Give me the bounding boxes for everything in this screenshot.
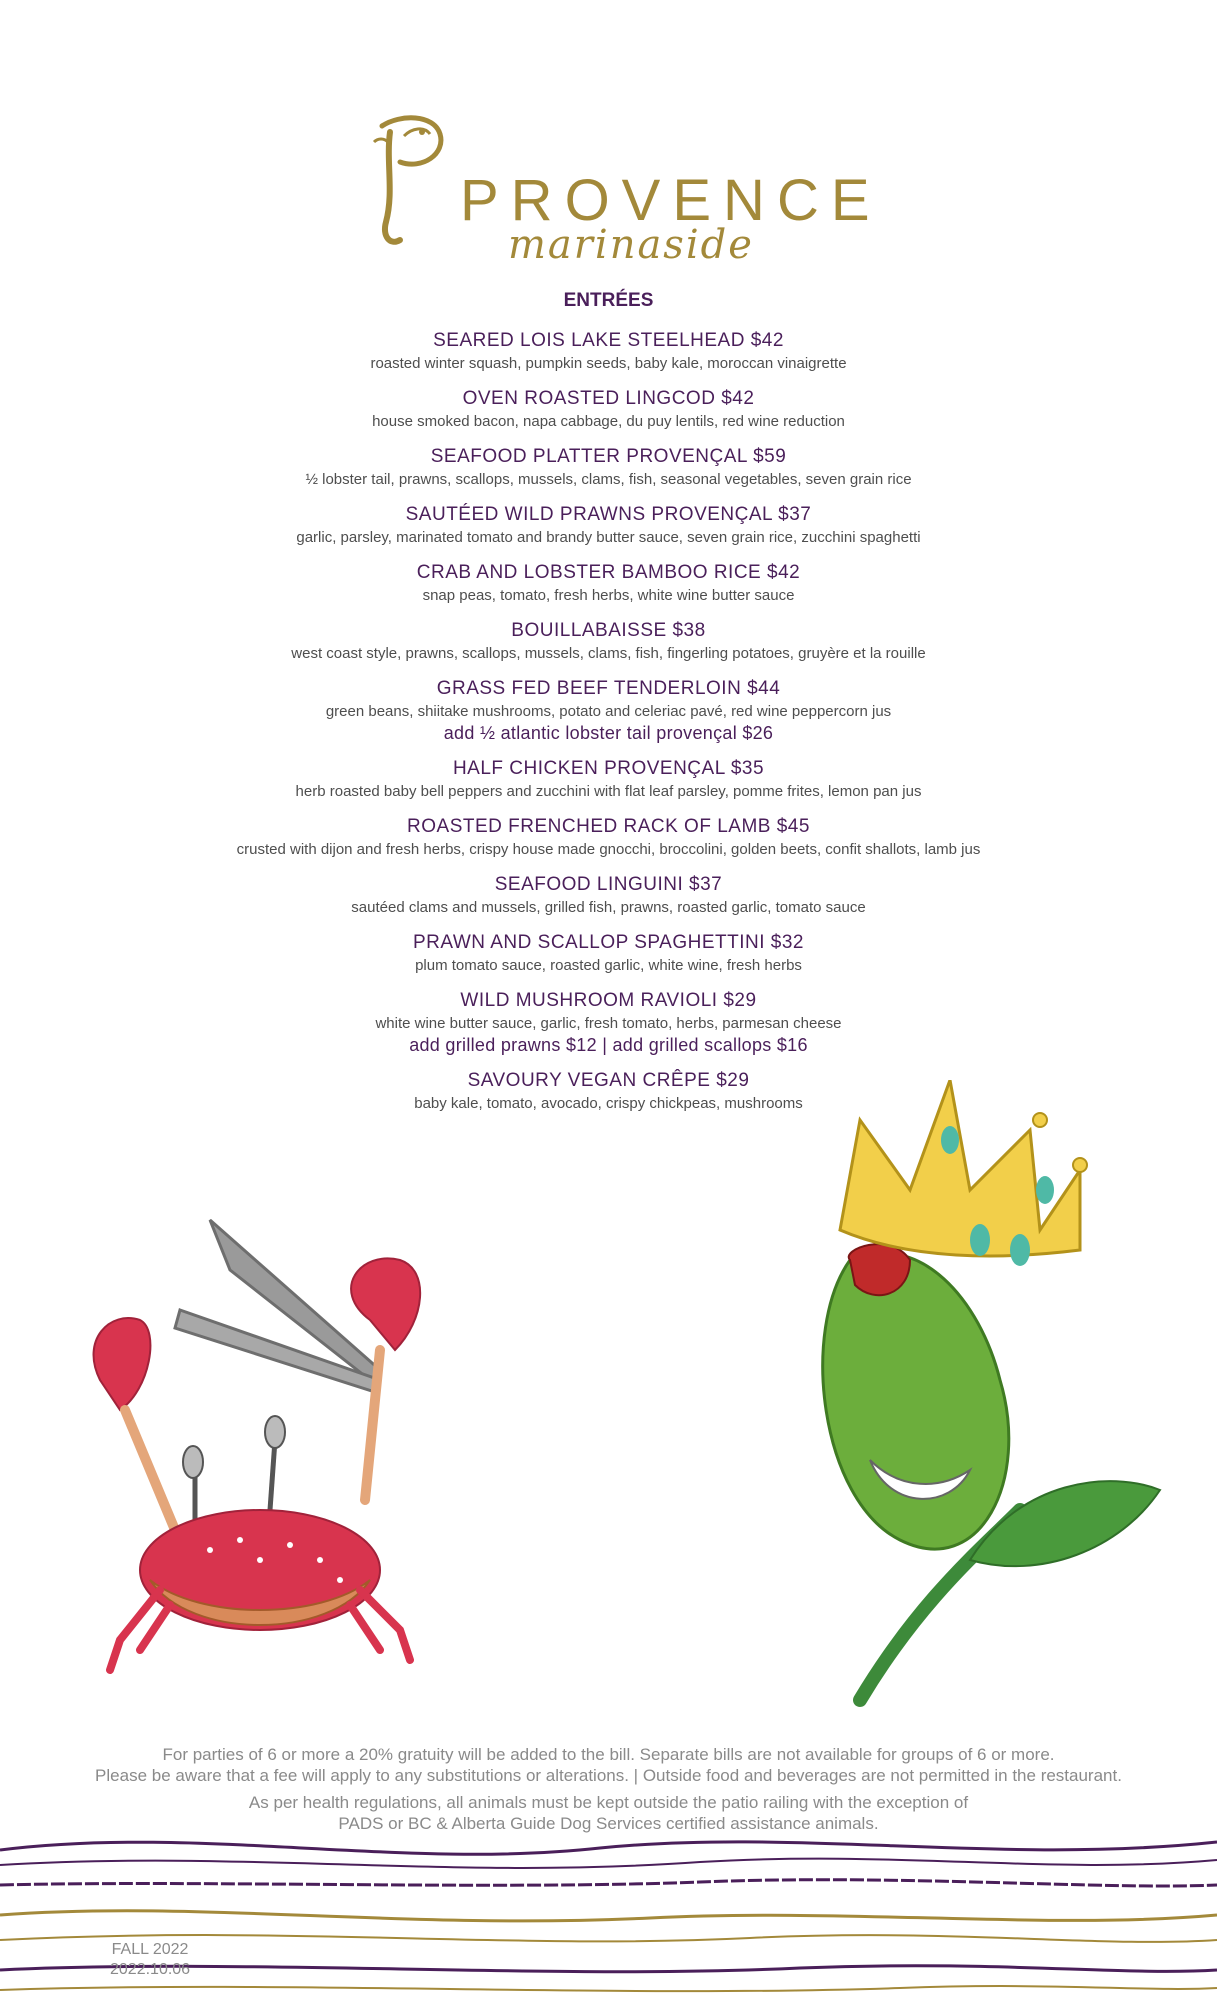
menu-item <box>0 756 1217 802</box>
menu-item-description: herb roasted baby bell peppers and zucchini with flat leaf parsley, pomme frites, lemon pan jus <box>295 783 922 800</box>
footer-gratuity-note: For parties of 6 or more a 20% gratuity will be added to the bill. Separate bills are not available for groups of 6 or more. <box>162 1745 1055 1764</box>
crab-with-tongs-illustration <box>80 1200 440 1680</box>
menu-item-name: SAUTÉED WILD PRAWNS PROVENÇAL $37 <box>405 504 812 525</box>
menu-item-addon: add grilled prawns $12 | add grilled scallops $16 <box>409 1035 808 1055</box>
menu-item <box>0 814 1217 860</box>
menu-item <box>0 872 1217 918</box>
logo-p-monogram-icon <box>360 112 450 252</box>
menu-item-name: PRAWN AND SCALLOP SPAGHETTINI $32 <box>413 932 804 953</box>
menu-item-name: SAVOURY VEGAN CRÊPE $29 <box>467 1070 750 1091</box>
brand-name: PROVENCE <box>460 168 882 233</box>
menu-item-name: CRAB AND LOBSTER BAMBOO RICE $42 <box>416 562 801 583</box>
season-stamp <box>110 1940 190 1980</box>
menu-item <box>0 502 1217 548</box>
menu-item-description: crusted with dijon and fresh herbs, crispy house made gnocchi, broccolini, golden beets, confit shallots, lamb jus <box>236 841 981 858</box>
menu-item-name: WILD MUSHROOM RAVIOLI $29 <box>460 990 757 1011</box>
menu-item-description: west coast style, prawns, scallops, mussels, clams, fish, fingerling potatoes, gruyère et la rouille <box>291 645 926 662</box>
menu-item-addon: add ½ atlantic lobster tail provençal $26 <box>443 723 774 743</box>
footer-animals-note-2: PADS or BC & Alberta Guide Dog Services certified assistance animals. <box>338 1814 879 1833</box>
footer-animals-note: As per health regulations, all animals must be kept outside the patio railing with the exception of <box>248 1793 969 1812</box>
menu-item-description: sautéed clams and mussels, grilled fish, prawns, roasted garlic, tomato sauce <box>351 899 866 916</box>
menu-item-name: GRASS FED BEEF TENDERLOIN $44 <box>436 678 781 699</box>
menu-item-description: plum tomato sauce, roasted garlic, white wine, fresh herbs <box>415 957 802 974</box>
footer-notes <box>0 1744 1217 1834</box>
menu-item <box>0 560 1217 606</box>
menu-item-description: snap peas, tomato, fresh herbs, white wine butter sauce <box>422 587 795 604</box>
menu-item-description: roasted winter squash, pumpkin seeds, baby kale, moroccan vinaigrette <box>370 355 847 372</box>
menu-item <box>0 328 1217 374</box>
menu-item <box>0 444 1217 490</box>
menu-item-name: SEAFOOD PLATTER PROVENÇAL $59 <box>430 446 787 467</box>
menu-list <box>0 328 1217 1126</box>
menu-item-description: baby kale, tomato, avocado, crispy chickpeas, mushrooms <box>414 1095 803 1112</box>
menu-item-description: ½ lobster tail, prawns, scallops, mussels, clams, fish, seasonal vegetables, seven grain rice <box>305 471 912 488</box>
menu-item <box>0 988 1217 1056</box>
menu-item <box>0 676 1217 744</box>
crowned-olive-illustration <box>780 1080 1180 1720</box>
footer-substitution-note: Please be aware that a fee will apply to any substitutions or alterations. | Outside food and beverages are not permitted in the restaurant. <box>95 1766 1122 1785</box>
menu-item-name: ROASTED FRENCHED RACK OF LAMB $45 <box>407 816 810 837</box>
menu-item-description: green beans, shiitake mushrooms, potato and celeriac pavé, red wine peppercorn jus <box>325 703 892 720</box>
season-date: 2022.10.06 <box>110 1961 191 1978</box>
menu-item-description: garlic, parsley, marinated tomato and brandy butter sauce, seven grain rice, zucchini spaghetti <box>296 529 921 546</box>
menu-item-name: HALF CHICKEN PROVENÇAL $35 <box>452 758 765 779</box>
menu-item <box>0 618 1217 664</box>
brand-tagline: marinaside <box>508 222 754 268</box>
menu-item-name: SEARED LOIS LAKE STEELHEAD $42 <box>433 330 784 351</box>
menu-item-name: BOUILLABAISSE $38 <box>511 620 706 641</box>
menu-item-name: OVEN ROASTED LINGCOD $42 <box>462 388 755 409</box>
provence-logo <box>360 112 882 268</box>
section-title: ENTRÉES <box>563 290 654 311</box>
menu-item-name: SEAFOOD LINGUINI $37 <box>494 874 723 895</box>
menu-item-description: white wine butter sauce, garlic, fresh tomato, herbs, parmesan cheese <box>375 1015 842 1032</box>
season-label: FALL 2022 <box>111 1941 189 1958</box>
menu-item <box>0 930 1217 976</box>
menu-item <box>0 386 1217 432</box>
menu-item-description: house smoked bacon, napa cabbage, du puy lentils, red wine reduction <box>372 413 845 430</box>
